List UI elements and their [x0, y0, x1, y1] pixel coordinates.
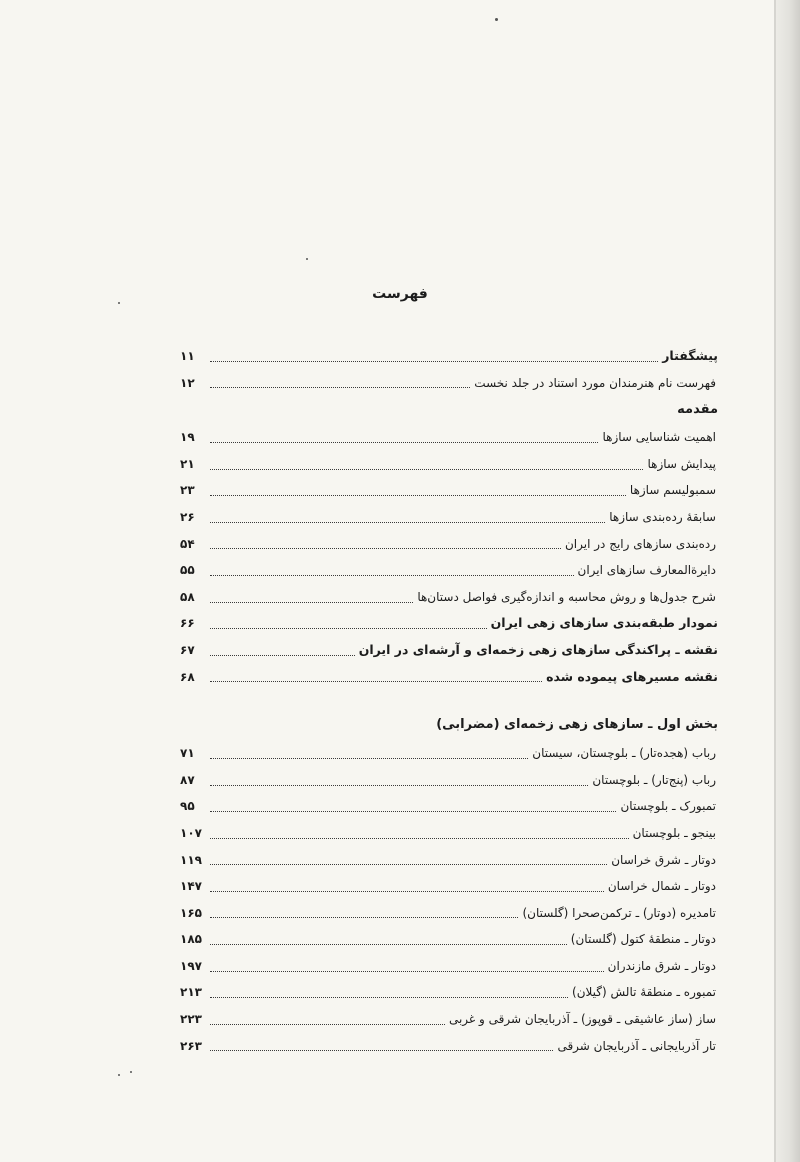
toc-entry-page-number: ۱۲ [180, 375, 195, 390]
dot-leader [210, 891, 604, 892]
dot-leader [210, 442, 598, 443]
toc-entry-page-number: ۲۱۳ [180, 985, 202, 1000]
toc-entry-title: سمبولیسم سازها [629, 483, 716, 498]
toc-entry-page-number: ۱۶۵ [180, 905, 202, 920]
toc-entry-page-number: ۱۱۹ [180, 852, 202, 867]
toc-entry-page-number: ۵۵ [180, 563, 195, 578]
toc-entry [180, 477, 718, 504]
toc-entry-page-number: ۱۹۷ [180, 958, 202, 973]
toc-entry [180, 953, 718, 980]
scan-speck [306, 258, 308, 260]
dot-leader [210, 785, 588, 786]
toc-entry [180, 370, 718, 397]
toc-entry-title: دایرة‌المعارف سازهای ایران [577, 563, 716, 578]
toc-entry-page-number: ۱۹ [180, 430, 195, 445]
toc-entry-title: فهرست نام هنرمندان مورد استناد در جلد نخست [474, 375, 716, 390]
spacer [180, 690, 718, 710]
section-heading-intro: مقدمه [677, 402, 718, 418]
dot-leader [210, 971, 604, 972]
toc-entry [180, 740, 718, 767]
toc-entry-title: رده‌بندی سازهای رایج در ایران [564, 536, 716, 551]
toc-entry [180, 557, 718, 584]
dot-leader [210, 838, 629, 839]
toc-entry [180, 343, 718, 370]
toc-entry [180, 847, 718, 874]
toc-entry-title: رباب (پنج‌تار) ـ بلوچستان [592, 772, 716, 787]
dot-leader [210, 469, 643, 470]
toc-entry-page-number: ۲۶ [180, 509, 195, 524]
toc-entry [180, 793, 718, 820]
toc-entry-title: رباب (هجده‌تار) ـ بلوچستان، سیستان [532, 746, 716, 761]
toc-entry-title: تار آذربایجانی ـ آذربایجان شرقی [557, 1038, 716, 1053]
toc-entry-title: بینجو ـ بلوچستان [632, 825, 716, 840]
dot-leader [210, 548, 561, 549]
dot-leader [210, 917, 518, 918]
toc-entry-page-number: ۸۷ [180, 772, 195, 787]
toc-entry-page-number: ۶۶ [180, 616, 195, 631]
page-edge-shadow [774, 0, 776, 1162]
toc-entry [180, 979, 718, 1006]
toc-entry-title: تمبورک ـ بلوچستان [620, 799, 716, 814]
toc-entry-title: نقشه ـ پراکندگی سازهای زهی زخمه‌ای و آرشه‌ای در ایران [358, 641, 718, 657]
page-title: فهرست [372, 286, 428, 302]
toc-entry [180, 820, 718, 847]
toc-entry-page-number: ۹۵ [180, 799, 195, 814]
toc-entry [180, 873, 718, 900]
toc-entry-title: نمودار طبقه‌بندی سازهای زهی ایران [490, 615, 718, 631]
toc-entry-page-number: ۶۷ [180, 642, 195, 657]
toc-entry-title: ساز (ساز عاشیقی ـ قوپوز) ـ آذربایجان شرقی و غربی [448, 1012, 716, 1027]
dot-leader [210, 758, 528, 759]
dot-leader [210, 387, 470, 388]
toc-entry [180, 424, 718, 451]
scan-speck [118, 302, 120, 304]
toc-group-preface [180, 343, 718, 396]
toc-entry-title: دوتار ـ شمال خراسان [607, 879, 716, 894]
toc-entry-page-number: ۶۸ [180, 669, 195, 684]
dot-leader [210, 1024, 445, 1025]
dot-leader [210, 602, 413, 603]
toc-entry [180, 504, 718, 531]
toc-entry-page-number: ۱۰۷ [180, 825, 202, 840]
dot-leader [210, 864, 607, 865]
dot-leader [210, 944, 567, 945]
toc-entry [180, 1006, 718, 1033]
toc-entry [180, 531, 718, 558]
toc-entry [180, 451, 718, 478]
scan-speck [495, 18, 498, 21]
table-of-contents [180, 343, 718, 1059]
dot-leader [210, 811, 616, 812]
toc-entry-title: شرح جدول‌ها و روش محاسبه و اندازه‌گیری فواصل دستان‌ها [417, 589, 716, 604]
toc-entry [180, 1033, 718, 1060]
toc-entry-title: دوتار ـ شرق مازندران [607, 958, 716, 973]
toc-entry-page-number: ۲۲۳ [180, 1012, 202, 1027]
toc-entry-title: نقشه مسیرهای پیموده شده [546, 668, 718, 684]
toc-entry-title: سابقهٔ رده‌بندی سازها [609, 509, 716, 524]
toc-entry [180, 664, 718, 691]
dot-leader [210, 522, 605, 523]
toc-entry-title: دوتار ـ شرق خراسان [611, 852, 716, 867]
toc-entry-page-number: ۲۱ [180, 456, 195, 471]
toc-entry-page-number: ۵۴ [180, 536, 195, 551]
scan-speck [118, 1074, 120, 1076]
dot-leader [210, 575, 574, 576]
toc-entry [180, 926, 718, 953]
toc-entry [180, 900, 718, 927]
dot-leader [210, 361, 658, 362]
toc-entry-title: تمبوره ـ منطقهٔ تالش (گیلان) [572, 985, 716, 1000]
section-heading-part1: بخش اول ـ سازهای زهی زخمه‌ای (مضرابی) [436, 717, 718, 733]
toc-entry-page-number: ۱۸۵ [180, 932, 202, 947]
toc-entry-page-number: ۷۱ [180, 746, 195, 761]
scan-speck [130, 1071, 132, 1073]
toc-entry [180, 767, 718, 794]
toc-entry [180, 637, 718, 664]
dot-leader [210, 628, 487, 629]
toc-entry-title: پیدایش سازها [647, 456, 716, 471]
toc-entry-title: دوتار ـ منطقهٔ کتول (گلستان) [570, 932, 716, 947]
toc-group-intro [180, 424, 718, 690]
toc-group-part1 [180, 740, 718, 1059]
toc-entry-title: اهمیت شناسایی سازها [602, 430, 716, 445]
toc-entry-title: تامدیره (دوتار) ـ ترکمن‌صحرا (گلستان) [522, 905, 716, 920]
toc-entry-title: پیشگفتار [662, 348, 718, 363]
dot-leader [210, 495, 626, 496]
toc-entry-page-number: ۲۶۳ [180, 1038, 202, 1053]
dot-leader [210, 997, 568, 998]
dot-leader [210, 681, 542, 682]
toc-entry-page-number: ۲۳ [180, 483, 195, 498]
toc-entry-page-number: ۱۴۷ [180, 879, 202, 894]
dot-leader [210, 655, 355, 656]
page-edge [774, 0, 800, 1162]
toc-entry-page-number: ۵۸ [180, 589, 195, 604]
toc-entry-page-number: ۱۱ [180, 349, 195, 363]
toc-entry [180, 610, 718, 637]
dot-leader [210, 1050, 553, 1051]
toc-entry [180, 584, 718, 611]
